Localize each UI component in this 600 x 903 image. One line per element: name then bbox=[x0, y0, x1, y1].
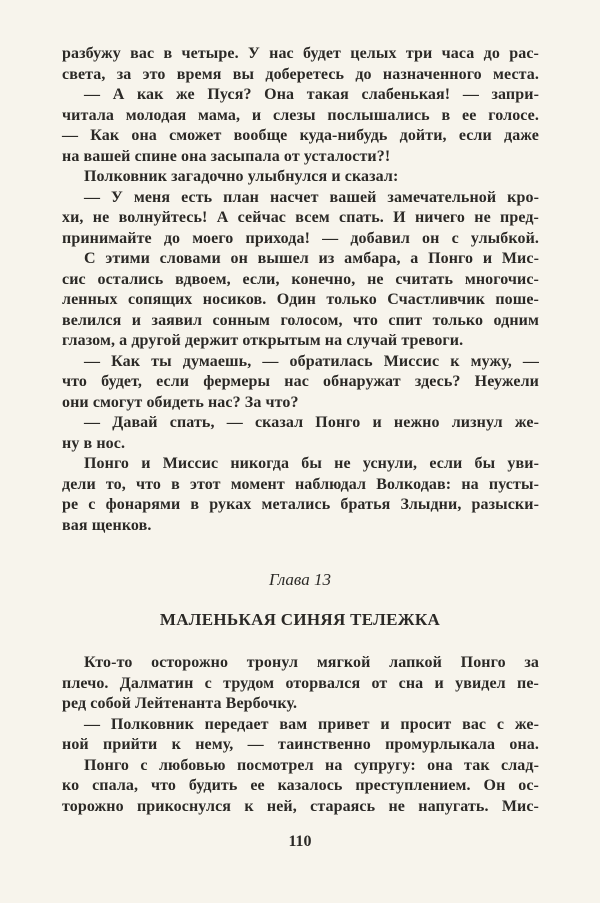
text-line: вая щенков. bbox=[62, 516, 152, 534]
text-line: — Полковник передает вам привет и просит вас с же- bbox=[84, 715, 539, 733]
text-line: на вашей спине она засыпала от усталости?! bbox=[62, 147, 391, 165]
text-line: плечо. Далматин с трудом оторвался от сна и увидел пе- bbox=[62, 674, 539, 692]
text-line: Полковник загадочно улыбнулся и сказал: bbox=[84, 168, 399, 185]
chapter-label: Глава 13 bbox=[269, 570, 331, 589]
text-line: они смогут обидеть нас? За что? bbox=[62, 393, 299, 411]
text-line: — Как ты думаешь, — обратилась Миссис к мужу, — bbox=[84, 352, 539, 370]
text-line: — А как же Пуся? Она такая слабенькая! — запри- bbox=[84, 86, 539, 103]
text-line: Понго и Миссис никогда бы не уснули, если бы уви- bbox=[84, 455, 539, 472]
chapter-title: МАЛЕНЬКАЯ СИНЯЯ ТЕЛЕЖКА bbox=[159, 610, 441, 629]
text-line: разбужу вас в четыре. У нас будет целых три часа до рас- bbox=[62, 45, 539, 62]
text-line: велился и заявил сонным голосом, что спит только одним bbox=[62, 311, 539, 329]
text-line: — У меня есть план насчет вашей замечательной кро- bbox=[84, 188, 539, 206]
text-line: ной прийти к нему, — таинственно промурлыкала она. bbox=[62, 736, 539, 753]
text-line: света, за это время вы доберетесь до назначенного места. bbox=[62, 65, 539, 83]
text-block-before-chapter bbox=[62, 44, 539, 536]
text-block-chapter-13 bbox=[62, 653, 539, 817]
page-number: 110 bbox=[288, 833, 312, 850]
text-line: ре с фонарями в руках метались братья Злыдни, разыски- bbox=[62, 496, 539, 513]
text-line: ну в нос. bbox=[62, 434, 126, 452]
text-line: что будет, если фермеры нас обнаружат здесь? Неужели bbox=[62, 373, 539, 390]
text-line: дели то, что в этот момент наблюдал Волкодав: на пусты- bbox=[62, 475, 539, 493]
text-line: ленных сопящих носиков. Один только Счастливчик поше- bbox=[62, 291, 539, 308]
text-line: ко спала, что будить ее казалось преступлением. Он ос- bbox=[62, 777, 539, 794]
text-line: Кто-то осторожно тронул мягкой лапкой Понго за bbox=[84, 654, 539, 671]
text-line: сис остались вдвоем, если, конечно, не считать многочис- bbox=[62, 270, 539, 288]
text-line: принимайте до моего прихода! — добавил он с улыбкой. bbox=[62, 229, 539, 247]
text-line: — Давай спать, — сказал Понго и нежно лизнул же- bbox=[84, 414, 539, 431]
text-line: хи, не волнуйтесь! А сейчас всем спать. И ничего не пред- bbox=[62, 209, 539, 226]
text-line: — Как она сможет вообще куда-нибудь дойти, если даже bbox=[62, 127, 539, 144]
text-line: ред собой Лейтенанта Вербочку. bbox=[62, 695, 298, 712]
text-line: читала молодая мама, и слезы послышались в ее голосе. bbox=[62, 106, 539, 124]
text-line: глазом, а другой держит открытым на случай тревоги. bbox=[62, 332, 464, 349]
text-line: Понго с любовью посмотрел на супругу: она так слад- bbox=[84, 756, 539, 774]
text-line: С этими словами он вышел из амбара, а Понго и Мис- bbox=[84, 250, 539, 267]
text-line: торожно прикоснулся к ней, стараясь не напугать. Мис- bbox=[62, 797, 539, 815]
